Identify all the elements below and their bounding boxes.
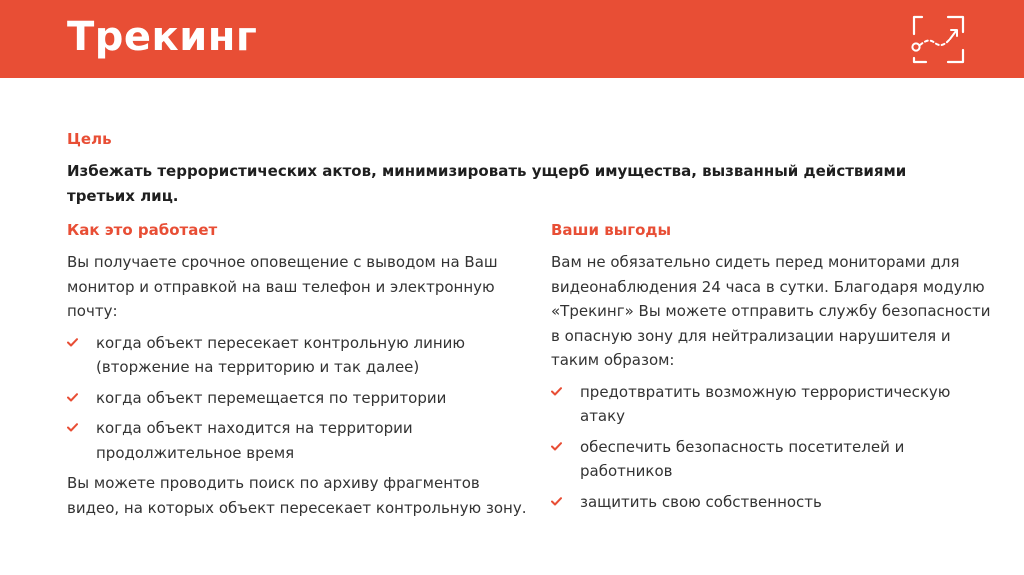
header-bar xyxy=(0,0,1024,78)
list-item-text: предотвратить возможную террористическую атаку xyxy=(580,382,951,425)
list-item xyxy=(67,331,527,380)
goal-heading: Цель xyxy=(67,130,112,148)
how-it-works-list xyxy=(67,331,527,466)
checkmark-icon xyxy=(67,393,78,402)
checkmark-icon xyxy=(67,423,78,432)
checkmark-icon xyxy=(551,387,562,396)
how-it-works-heading: Как это работает xyxy=(67,221,218,239)
how-it-works-column xyxy=(67,220,527,527)
goal-text: Избежать террористических актов, минимизировать ущерб имущества, вызванный действиями третьих лиц. xyxy=(67,162,907,205)
checkmark-icon xyxy=(551,442,562,451)
benefits-intro: Вам не обязательно сидеть перед мониторами для видеонаблюдения 24 часа в сутки. Благодаря модулю «Трекинг» Вы можете отправить службу безопасности в опасную зону для нейтрализации нарушителя и таким образом: xyxy=(551,253,991,369)
list-item-text: когда объект пересекает контрольную линию (вторжение на территорию и так далее) xyxy=(96,333,466,376)
list-item-text: когда объект перемещается по территории xyxy=(96,388,447,407)
checkmark-icon xyxy=(551,497,562,506)
how-it-works-intro: Вы получаете срочное оповещение с выводом на Ваш монитор и отправкой на ваш телефон и электронную почту: xyxy=(67,253,498,320)
list-item-text: обеспечить безопасность посетителей и работников xyxy=(580,437,905,480)
benefits-heading: Ваши выгоды xyxy=(551,221,672,239)
benefits-column xyxy=(551,220,991,520)
list-item xyxy=(551,490,991,515)
benefits-list xyxy=(551,380,991,515)
tracking-route-icon xyxy=(908,14,968,66)
page-title: Трекинг xyxy=(67,14,258,60)
how-it-works-outro: Вы можете проводить поиск по архиву фрагментов видео, на которых объект пересекает контрольную зону. xyxy=(67,474,527,517)
list-item-text: защитить свою собственность xyxy=(580,492,822,511)
checkmark-icon xyxy=(67,338,78,347)
list-item-text: когда объект находится на территории продолжительное время xyxy=(96,419,413,462)
list-item xyxy=(551,435,991,484)
list-item xyxy=(67,416,527,465)
list-item xyxy=(67,386,527,411)
list-item xyxy=(551,380,991,429)
